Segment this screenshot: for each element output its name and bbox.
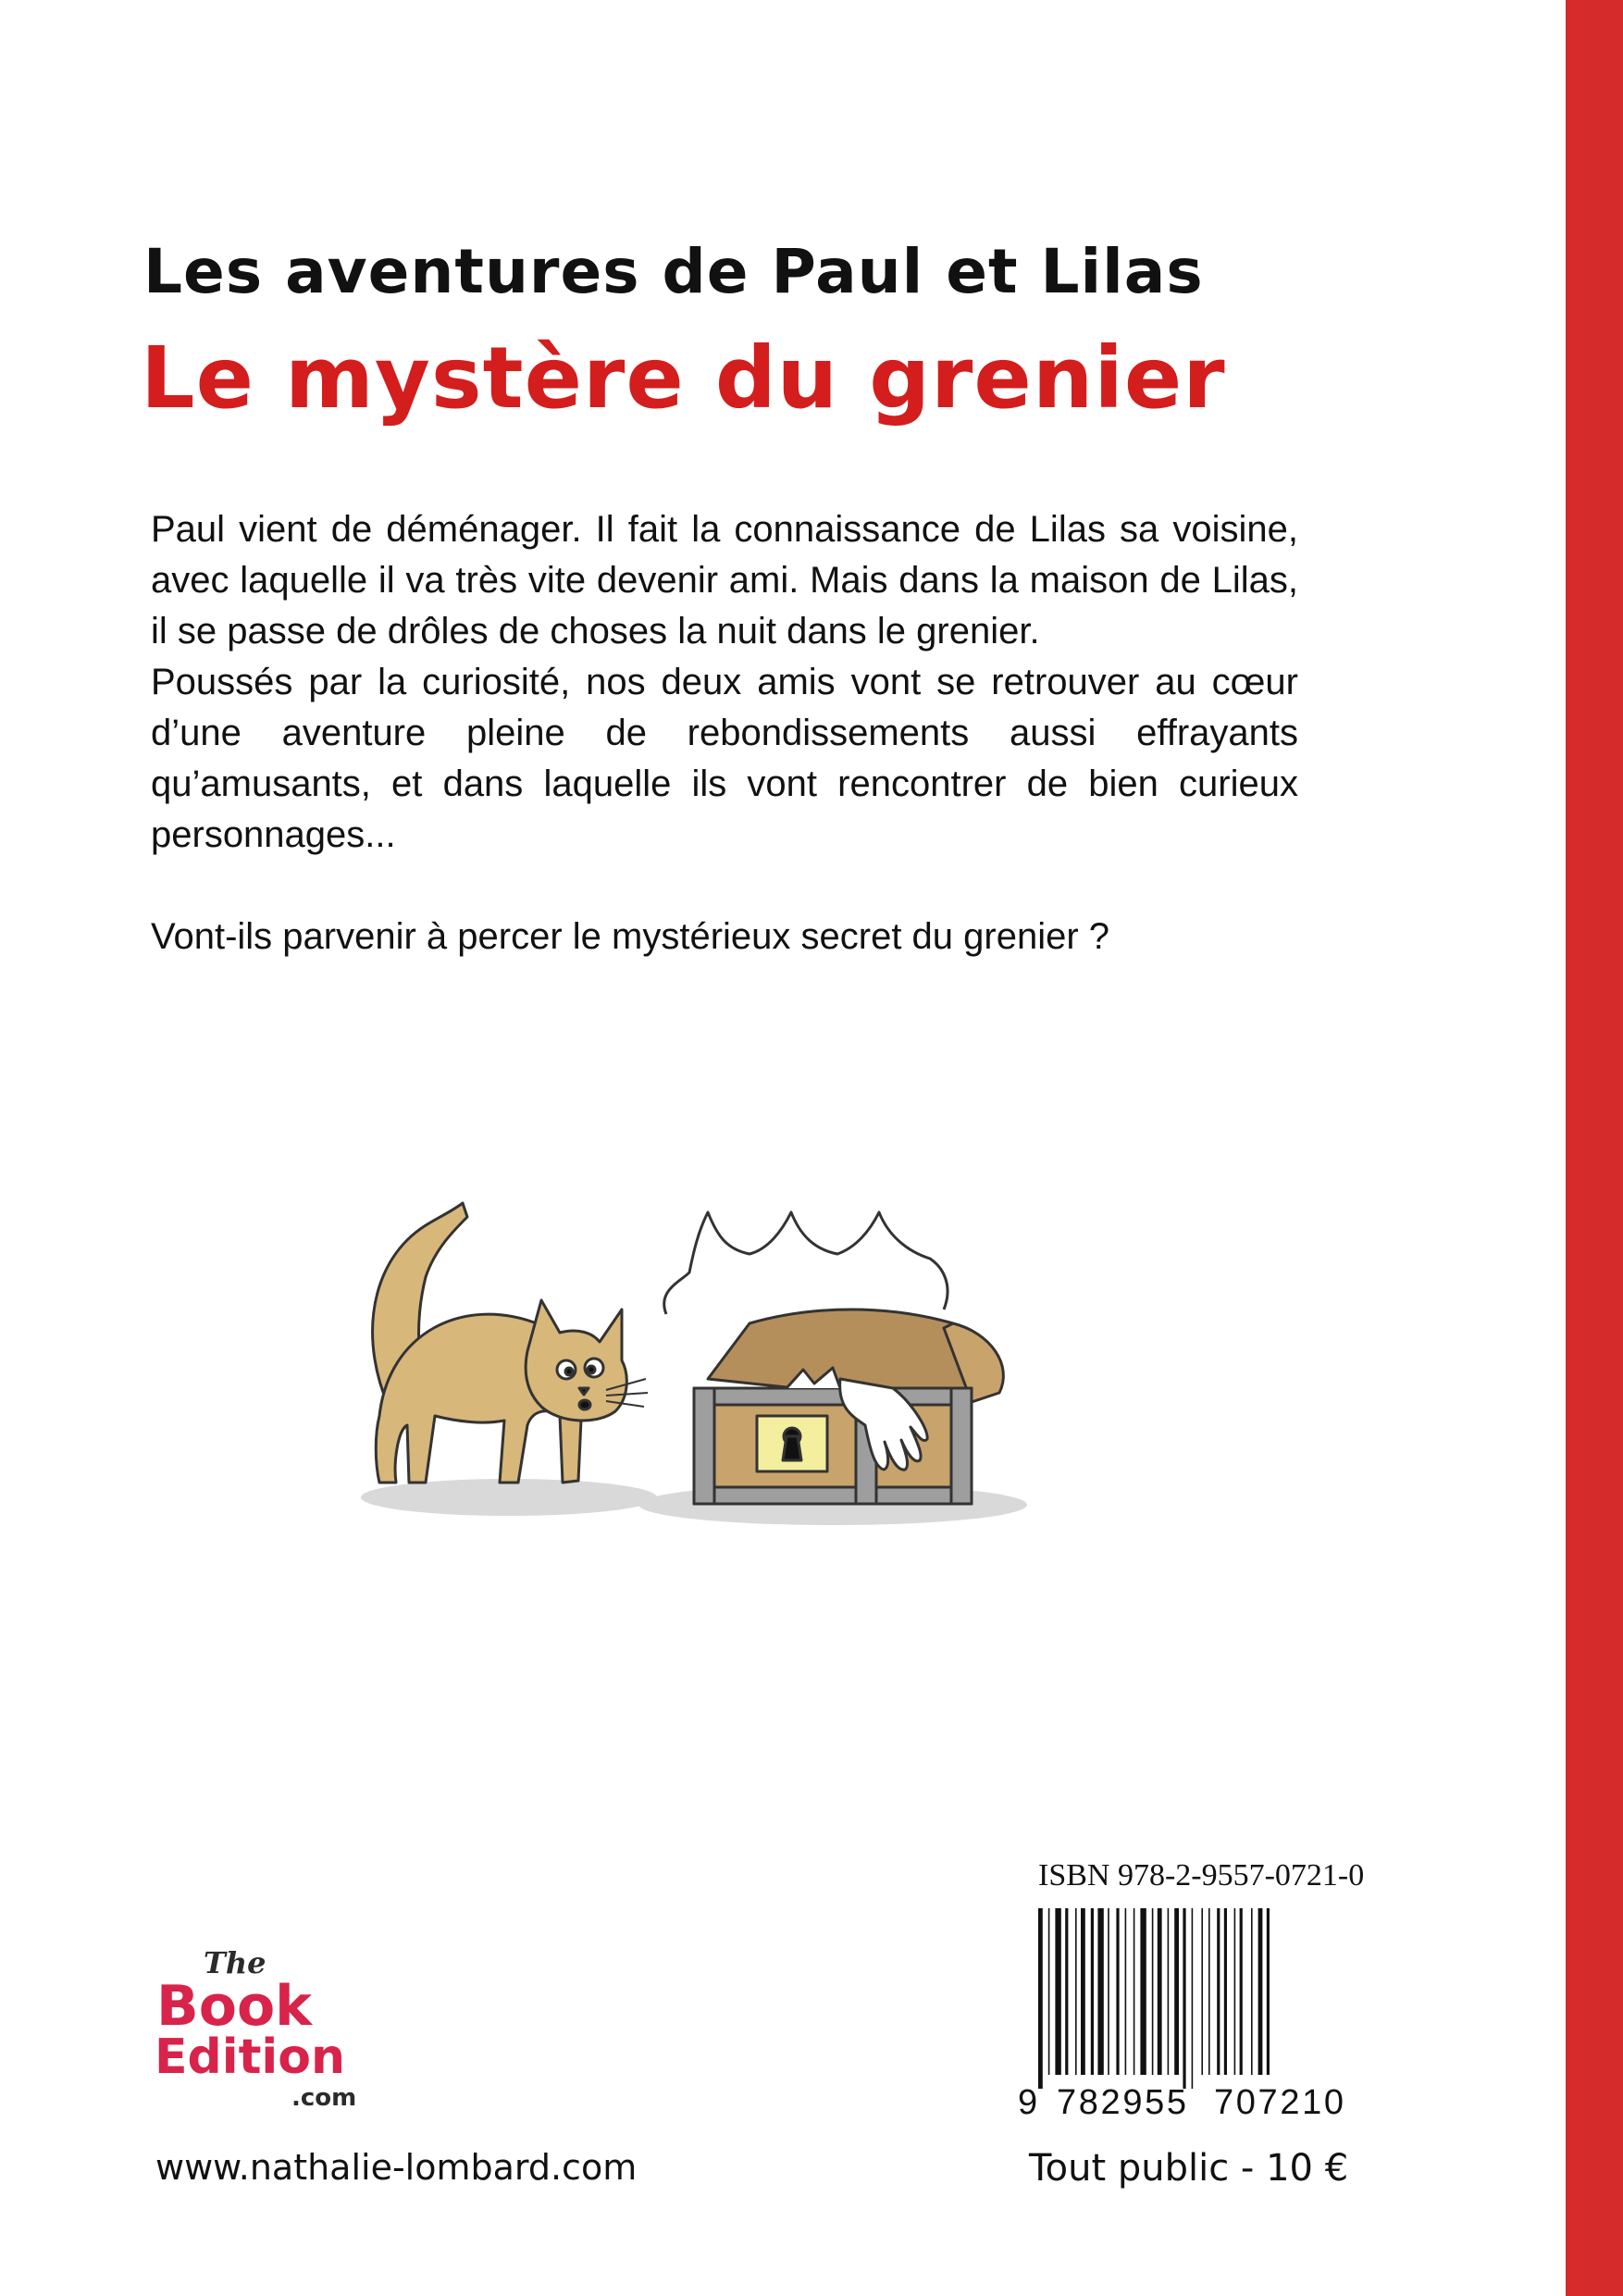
barcode-bar: [1183, 1908, 1185, 2089]
barcode-bar: [1134, 1908, 1135, 2075]
barcode-bar: [1174, 1908, 1179, 2075]
barcode-bar: [1125, 1908, 1127, 2075]
barcode-bar: [1267, 1908, 1270, 2075]
treasure-chest-icon: [664, 1212, 1004, 1504]
barcode-digits-left: 782955: [1057, 2083, 1186, 2121]
barcode-bar: [1108, 1908, 1109, 2075]
barcode-bar: [1158, 1908, 1162, 2075]
barcode-bar: [1240, 1908, 1243, 2075]
logo-book: Book: [156, 1974, 313, 2039]
barcode-bar: [1168, 1908, 1170, 2075]
barcode-bar: [1116, 1908, 1119, 2075]
logo-edition: Edition: [155, 2029, 345, 2085]
barcode-bar: [1048, 1908, 1050, 2075]
blurb-paragraph-1: Paul vient de déménager. Il fait la connaissance de Lilas sa voisine, avec laquelle il va très vite devenir ami. Mais dans la maison de Lilas, il se passe de drôles de choses la nuit dans le grenier.: [151, 509, 1298, 652]
barcode-bar: [1065, 1908, 1068, 2075]
barcode-bar: [1251, 1908, 1253, 2075]
book-title: Le mystère du grenier: [141, 329, 1226, 428]
logo-com: .com: [291, 2084, 357, 2110]
author-website: www.nathalie-lombard.com: [155, 2147, 638, 2188]
cat-and-chest-illustration: [352, 1194, 1083, 1527]
blurb-paragraph-2: Poussés par la curiosité, nos deux amis vont se retrouver au cœur d’une aventure pleine de rebondissements aussi effrayants qu’amusants, et dans laquelle ils vont rencontrer de bien curieux personnages...: [151, 662, 1298, 855]
barcode-digit-first: 9: [1018, 2083, 1038, 2121]
barcode-bar: [1097, 1908, 1103, 2075]
red-spine-band: [1566, 0, 1623, 2296]
cat-shadow: [361, 1479, 657, 1516]
barcode-bar: [1038, 1908, 1043, 2089]
logo-the: The: [204, 1945, 266, 1980]
back-cover-blurb: [151, 504, 1298, 962]
barcode-bar: [1208, 1908, 1210, 2075]
barcode-bar: [1234, 1908, 1236, 2075]
barcode-bar: [1140, 1908, 1146, 2075]
barcode-bars: [1038, 1908, 1270, 2089]
blurb-question: Vont-ils parvenir à percer le mystérieux secret du grenier ?: [151, 916, 1110, 957]
barcode-bar: [1258, 1908, 1263, 2075]
barcode-bar: [1055, 1908, 1060, 2075]
barcode-bar: [1081, 1908, 1085, 2075]
barcode-bar: [1224, 1908, 1227, 2075]
isbn-text: ISBN 978-2-9557-0721-0: [1038, 1858, 1365, 1893]
barcode-bar: [1217, 1908, 1220, 2075]
scared-cat-icon: [373, 1203, 648, 1483]
barcode-bar: [1192, 1908, 1194, 2089]
barcode-bar: [1152, 1908, 1154, 2075]
barcode-digits-right: 707210: [1214, 2083, 1344, 2121]
isbn-barcode: [1018, 1908, 1362, 2121]
the-book-edition-logo: [153, 1943, 375, 2110]
barcode-bar: [1201, 1908, 1203, 2075]
audience-and-price: Tout public - 10 €: [1029, 2147, 1349, 2190]
series-title: Les aventures de Paul et Lilas: [143, 236, 1204, 307]
barcode-bar: [1075, 1908, 1077, 2075]
barcode-bar: [1091, 1908, 1094, 2075]
